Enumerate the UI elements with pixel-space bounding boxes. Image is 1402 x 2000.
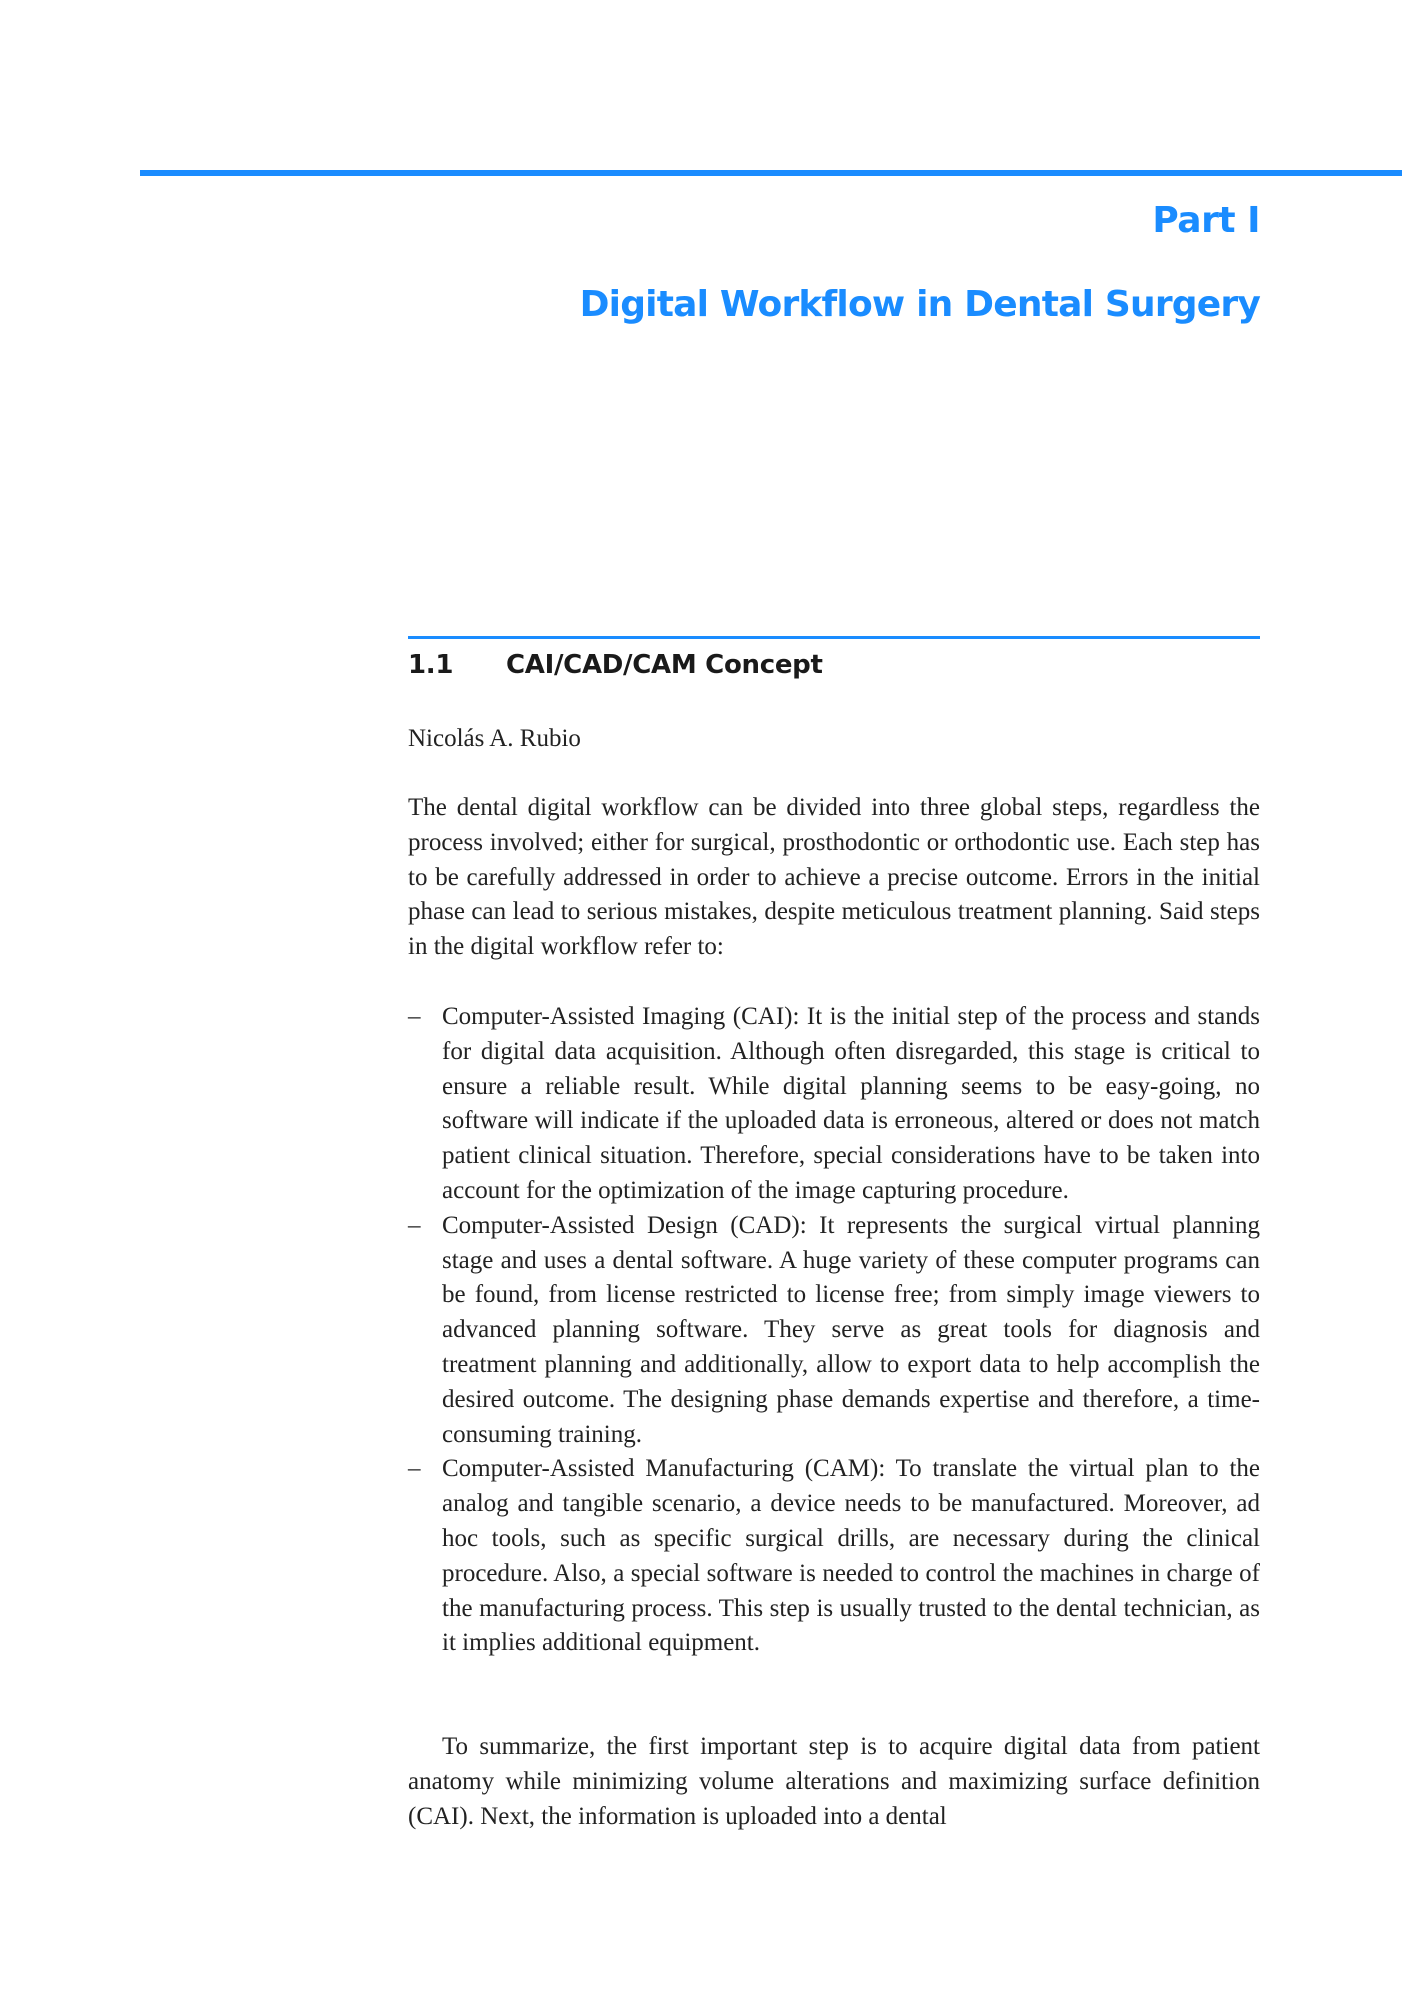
author-name: Nicolás A. Rubio [408, 725, 581, 752]
list-item-text: Computer-Assisted Design (CAD): It represents the surgical virtual planning stage and uses a dental software. A huge variety of these computer programs can be found, from license restricted to license free; from simply image viewers to advanced planning software. They serve as great tools for diagnosis and treatment planning and additionally, allow to export data to help accomplish the desired outcome. The designing phase demands expertise and therefore, a time-consuming training. [442, 1211, 1260, 1448]
list-item [408, 1000, 1260, 1209]
summary-paragraph: To summarize, the first important step is to acquire digital data from patient anatomy while minimizing volume alterations and maximizing surface definition (CAI). Next, the information is uploaded into a dental [408, 1733, 1260, 1830]
part-header-rule [140, 170, 1402, 176]
list-item-text: Computer-Assisted Manufacturing (CAM): To translate the virtual plan to the analog and tangible scenario, a device needs to be manufactured. Moreover, ad hoc tools, such as specific surgical drills, are necessary during the clinical procedure. Also, a special software is needed to control the machines in charge of the manufacturing process. This step is usually trusted to the dental technician, as it implies additional equipment. [442, 1455, 1260, 1657]
list-item [408, 1452, 1260, 1661]
bullet-dash: – [408, 1211, 421, 1239]
section-heading [408, 650, 823, 680]
section-rule [408, 636, 1260, 639]
bullet-dash: – [408, 1003, 421, 1030]
part-label: Part I [1152, 200, 1260, 241]
list-item [408, 1209, 1260, 1453]
list-item-text: Computer-Assisted Imaging (CAI): It is the initial step of the process and stands for digital data acquisition. Although often disregarded, this stage is critical to ensure a reliable result. While digital planning seems to be easy-going, no software will indicate if the uploaded data is erroneous, altered or does not match patient clinical situation. Therefore, special considerations have to be taken into account for the optimization of the image capturing procedure. [442, 1003, 1260, 1204]
workflow-steps-list [408, 1000, 1260, 1661]
section-number: 1.1 [408, 650, 454, 680]
section-title: CAI/CAD/CAM Concept [506, 650, 823, 680]
intro-paragraph: The dental digital workflow can be divided into three global steps, regardless the process involved; either for surgical, prosthodontic or orthodontic use. Each step has to be carefully addressed in order to achieve a precise outcome. Errors in the initial phase can lead to serious mistakes, despite meticulous treatment planning. Said steps in the digital workflow refer to: [408, 794, 1260, 961]
bullet-dash: – [408, 1455, 421, 1483]
part-title: Digital Workflow in Dental Surgery [579, 284, 1260, 325]
